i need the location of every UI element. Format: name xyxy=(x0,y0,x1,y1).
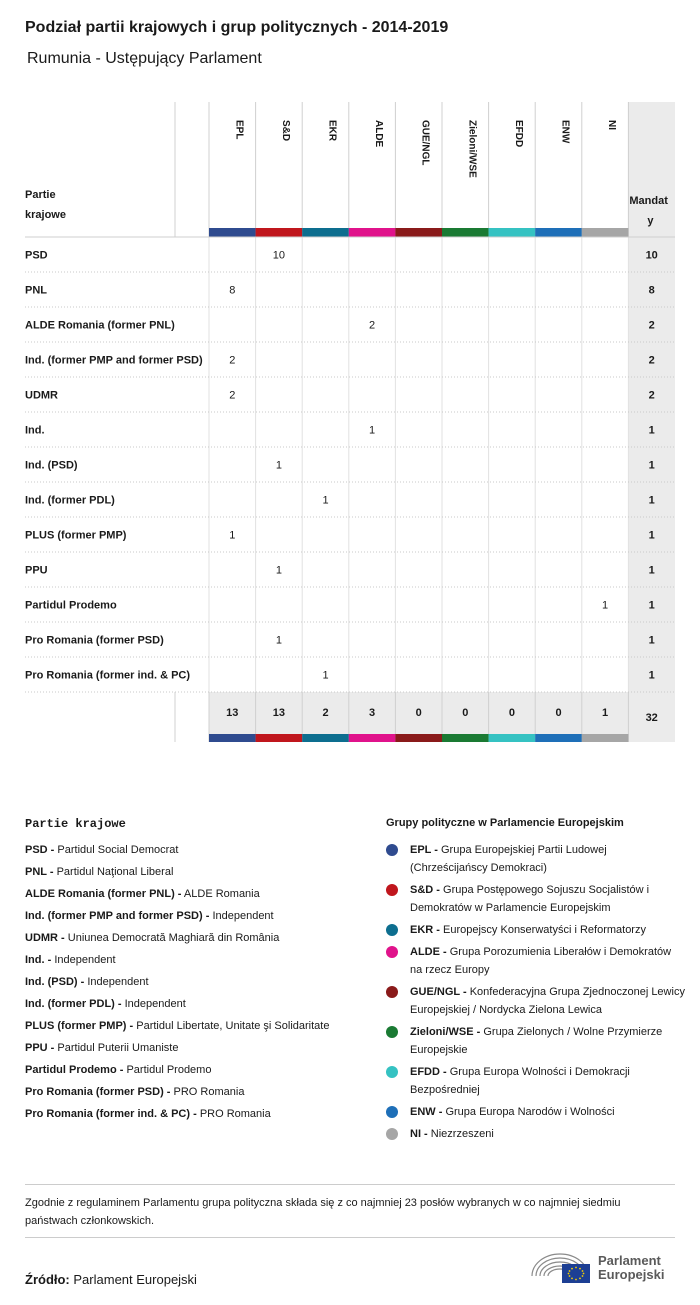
legend-group-full-name: Grupa Europa Narodów i Wolności xyxy=(445,1106,615,1118)
seat-count-cell: 1 xyxy=(275,634,282,647)
national-party-legend-item xyxy=(25,951,365,969)
group-color-bar xyxy=(442,228,489,237)
seat-count-cell: 8 xyxy=(229,284,236,297)
group-color-bar xyxy=(302,228,349,237)
page-title: Podział partii krajowych i grup politycznych - 2014-2019 xyxy=(25,19,449,36)
national-parties-legend xyxy=(25,817,365,1127)
seat-count-cell: 1 xyxy=(322,669,329,682)
row-total-cell: 8 xyxy=(648,284,655,297)
group-color-bar xyxy=(489,228,536,237)
national-parties-legend-heading: Partie krajowe xyxy=(25,817,126,831)
legend-party-full-name: Independent xyxy=(124,998,186,1010)
grand-total-cell: 32 xyxy=(645,712,658,724)
legend-party-abbr: Pro Romania (former PSD) - xyxy=(25,1086,171,1098)
group-column-header: S&D xyxy=(279,120,291,142)
legend-party-full-name: Independent xyxy=(87,976,149,988)
logo-wordmark xyxy=(598,1254,664,1282)
group-color-bar xyxy=(256,228,303,237)
group-color-bar xyxy=(209,734,256,742)
legend-group-abbr: ENW - xyxy=(410,1106,443,1118)
group-color-dot xyxy=(386,924,398,936)
seat-count-cell: 2 xyxy=(229,389,236,402)
seat-count-cell: 2 xyxy=(229,354,236,367)
national-party-legend-item xyxy=(25,1061,365,1079)
seat-count-cell: 10 xyxy=(272,249,286,262)
legend-party-abbr: PLUS (former PMP) - xyxy=(25,1020,134,1032)
party-name-cell: PSD xyxy=(25,249,48,262)
group-column-header: NI xyxy=(606,120,618,130)
party-name-cell: PLUS (former PMP) xyxy=(25,529,127,542)
national-party-legend-item xyxy=(25,863,365,881)
row-total-cell: 1 xyxy=(648,459,655,472)
row-total-cell: 2 xyxy=(648,354,655,367)
group-color-bar xyxy=(535,228,582,237)
row-total-cell: 1 xyxy=(648,564,655,577)
group-column-header: Zieloni/WSE xyxy=(466,120,478,178)
national-party-legend-item xyxy=(25,973,365,991)
national-party-legend-item xyxy=(25,1083,365,1101)
column-total-cell: 0 xyxy=(415,707,422,719)
group-column-header: GUE/NGL xyxy=(419,120,431,166)
legend-party-full-name: Partidul Social Democrat xyxy=(57,844,179,856)
legend-party-abbr: Ind. (former PDL) - xyxy=(25,998,122,1010)
group-color-bar xyxy=(395,228,442,237)
row-total-cell: 10 xyxy=(645,249,658,262)
legend-group-abbr: S&D - xyxy=(410,884,440,896)
column-total-cell: 0 xyxy=(508,707,515,719)
political-groups-legend xyxy=(386,817,686,1147)
legend-party-abbr: PSD - xyxy=(25,844,55,856)
political-groups-legend-heading: Grupy polityczne w Parlamencie Europejskim xyxy=(386,817,624,829)
parliament-hemicycle-icon xyxy=(528,1246,592,1284)
legend-party-abbr: PPU - xyxy=(25,1042,55,1054)
group-color-dot xyxy=(386,1128,398,1140)
group-color-dot xyxy=(386,884,398,896)
legend-party-full-name: ALDE Romania xyxy=(183,888,260,900)
legend-group-abbr: EPL - xyxy=(410,844,438,856)
group-color-bar xyxy=(582,734,629,742)
row-header-label: krajowe xyxy=(25,209,66,221)
group-column-header: EPL xyxy=(233,120,245,140)
source-text: Parlament Europejski xyxy=(73,1272,197,1287)
party-name-cell: Ind. xyxy=(25,424,45,437)
legend-party-abbr: PNL - xyxy=(25,866,54,878)
seat-count-cell: 1 xyxy=(602,599,609,612)
column-total-cell: 3 xyxy=(369,707,376,719)
legend-group-full-name: Niezrzeszeni xyxy=(430,1128,494,1140)
row-total-cell: 1 xyxy=(648,529,655,542)
national-party-legend-item xyxy=(25,907,365,925)
political-group-legend-item xyxy=(386,881,686,917)
column-total-cell: 0 xyxy=(555,707,562,719)
group-color-bar xyxy=(349,228,396,237)
party-name-cell: Ind. (former PDL) xyxy=(25,494,115,507)
group-column-header: EKR xyxy=(326,120,338,142)
divider xyxy=(25,1237,675,1238)
party-name-cell: PNL xyxy=(25,284,47,297)
political-group-legend-item xyxy=(386,1023,686,1059)
group-color-dot xyxy=(386,844,398,856)
row-total-cell: 1 xyxy=(648,669,655,682)
group-color-dot xyxy=(386,1106,398,1118)
column-total-cell: 1 xyxy=(602,707,609,719)
group-color-dot xyxy=(386,986,398,998)
political-group-legend-item xyxy=(386,1125,686,1143)
party-name-cell: ALDE Romania (former PNL) xyxy=(25,319,175,332)
party-name-cell: Partidul Prodemo xyxy=(25,599,117,612)
group-color-dot xyxy=(386,946,398,958)
group-color-bar xyxy=(256,734,303,742)
legend-party-full-name: Partidul Libertate, Unitate şi Solidaritate xyxy=(136,1020,330,1032)
group-column-header: ENW xyxy=(559,120,571,144)
legend-group-full-name: Grupa Zielonych / Wolne Przymierze Europejskie xyxy=(410,1026,663,1056)
rules-note: Zgodnie z regulaminem Parlamentu grupa polityczna składa się z co najmniej 23 posłów wybranych w co najmniej siedmiu państwach członkowskich. xyxy=(25,1197,621,1227)
legend-party-full-name: Uniunea Democrată Maghiară din România xyxy=(67,932,280,944)
legend-party-abbr: Pro Romania (former ind. & PC) - xyxy=(25,1108,197,1120)
party-name-cell: Ind. (former PMP and former PSD) xyxy=(25,354,203,367)
row-total-cell: 2 xyxy=(648,389,655,402)
political-group-legend-item xyxy=(386,841,686,877)
group-color-bar xyxy=(535,734,582,742)
party-name-cell: Pro Romania (former ind. & PC) xyxy=(25,669,191,682)
legend-party-full-name: Independent xyxy=(212,910,274,922)
page-subtitle: Rumunia - Ustępujący Parlament xyxy=(27,50,262,67)
legend-party-abbr: Partidul Prodemo - xyxy=(25,1064,124,1076)
legend-group-abbr: NI - xyxy=(410,1128,428,1140)
legend-group-full-name: Grupa Europa Wolności i Demokracji Bezpośredniej xyxy=(410,1066,630,1096)
national-party-legend-item xyxy=(25,841,365,859)
group-column-header: EFDD xyxy=(512,120,524,148)
party-name-cell: PPU xyxy=(25,564,48,577)
column-total-cell: 2 xyxy=(322,707,329,719)
source-label: Źródło: xyxy=(25,1272,70,1287)
legend-party-abbr: UDMR - xyxy=(25,932,65,944)
row-total-cell: 1 xyxy=(648,424,655,437)
source-line xyxy=(25,1272,197,1287)
national-party-legend-item xyxy=(25,995,365,1013)
national-party-legend-item xyxy=(25,885,365,903)
legend-party-abbr: Ind. (former PMP and former PSD) - xyxy=(25,910,210,922)
seat-count-cell: 1 xyxy=(275,459,282,472)
group-color-bar xyxy=(442,734,489,742)
political-group-legend-item xyxy=(386,983,686,1019)
legend-group-full-name: Europejscy Konserwatyści i Reformatorzy xyxy=(443,924,646,936)
seat-count-cell: 1 xyxy=(229,529,236,542)
political-group-legend-item xyxy=(386,921,686,939)
group-color-bar xyxy=(302,734,349,742)
legend-group-full-name: Grupa Porozumienia Liberałów i Demokratów na rzecz Europy xyxy=(410,946,672,976)
seat-count-cell: 1 xyxy=(369,424,376,437)
legend-party-full-name: PRO Romania xyxy=(199,1108,271,1120)
divider xyxy=(25,1184,675,1185)
column-total-cell: 0 xyxy=(462,707,469,719)
party-name-cell: Pro Romania (former PSD) xyxy=(25,634,164,647)
group-color-bar xyxy=(209,228,256,237)
seat-count-cell: 1 xyxy=(322,494,329,507)
political-group-legend-item xyxy=(386,1103,686,1121)
legend-party-full-name: Independent xyxy=(54,954,116,966)
european-parliament-logo xyxy=(528,1246,678,1286)
column-total-cell: 13 xyxy=(272,707,286,719)
legend-group-abbr: GUE/NGL - xyxy=(410,986,467,998)
legend-group-full-name: Grupa Postępowego Sojuszu Socjalistów i Demokratów w Parlamencie Europejskim xyxy=(410,884,650,914)
legend-party-abbr: Ind. - xyxy=(25,954,52,966)
seat-count-cell: 1 xyxy=(275,564,282,577)
row-total-cell: 1 xyxy=(648,599,655,612)
legend-group-abbr: Zieloni/WSE - xyxy=(410,1026,481,1038)
total-header-label: y xyxy=(647,215,654,227)
column-total-cell: 13 xyxy=(226,707,239,719)
group-color-bar xyxy=(489,734,536,742)
legend-group-abbr: ALDE - xyxy=(410,946,447,958)
group-column-header: ALDE xyxy=(373,120,385,148)
legend-party-full-name: PRO Romania xyxy=(173,1086,245,1098)
group-color-dot xyxy=(386,1066,398,1078)
party-name-cell: UDMR xyxy=(25,389,58,402)
national-party-legend-item xyxy=(25,1105,365,1123)
logo-line-1: Parlament xyxy=(598,1253,661,1268)
group-color-bar xyxy=(582,228,629,237)
row-total-cell: 1 xyxy=(648,494,655,507)
legend-party-full-name: Partidul Puterii Umaniste xyxy=(57,1042,179,1054)
group-color-bar xyxy=(395,734,442,742)
legend-group-full-name: Grupa Europejskiej Partii Ludowej (Chrześcijańscy Demokraci) xyxy=(410,844,607,874)
row-header-label: Partie xyxy=(25,189,56,201)
legend-party-full-name: Partidul Prodemo xyxy=(126,1064,212,1076)
legend-party-abbr: ALDE Romania (former PNL) - xyxy=(25,888,182,900)
legend-group-abbr: EFDD - xyxy=(410,1066,447,1078)
row-total-cell: 2 xyxy=(648,319,655,332)
legend-party-abbr: Ind. (PSD) - xyxy=(25,976,85,988)
row-total-cell: 1 xyxy=(648,634,655,647)
legend-group-full-name: Konfederacyjna Grupa Zjednoczonej Lewicy Europejskiej / Nordycka Zielona Lewica xyxy=(410,986,685,1016)
political-group-legend-item xyxy=(386,1063,686,1099)
group-color-dot xyxy=(386,1026,398,1038)
national-party-legend-item xyxy=(25,1017,365,1035)
total-header-label: Mandat xyxy=(629,195,668,207)
political-group-legend-item xyxy=(386,943,686,979)
group-color-bar xyxy=(349,734,396,742)
party-name-cell: Ind. (PSD) xyxy=(25,459,78,472)
seat-count-cell: 2 xyxy=(369,319,376,332)
legend-party-full-name: Partidul Naţional Liberal xyxy=(56,866,174,878)
national-party-legend-item xyxy=(25,1039,365,1057)
logo-line-2: Europejski xyxy=(598,1267,665,1282)
national-party-legend-item xyxy=(25,929,365,947)
legend-group-abbr: EKR - xyxy=(410,924,440,936)
